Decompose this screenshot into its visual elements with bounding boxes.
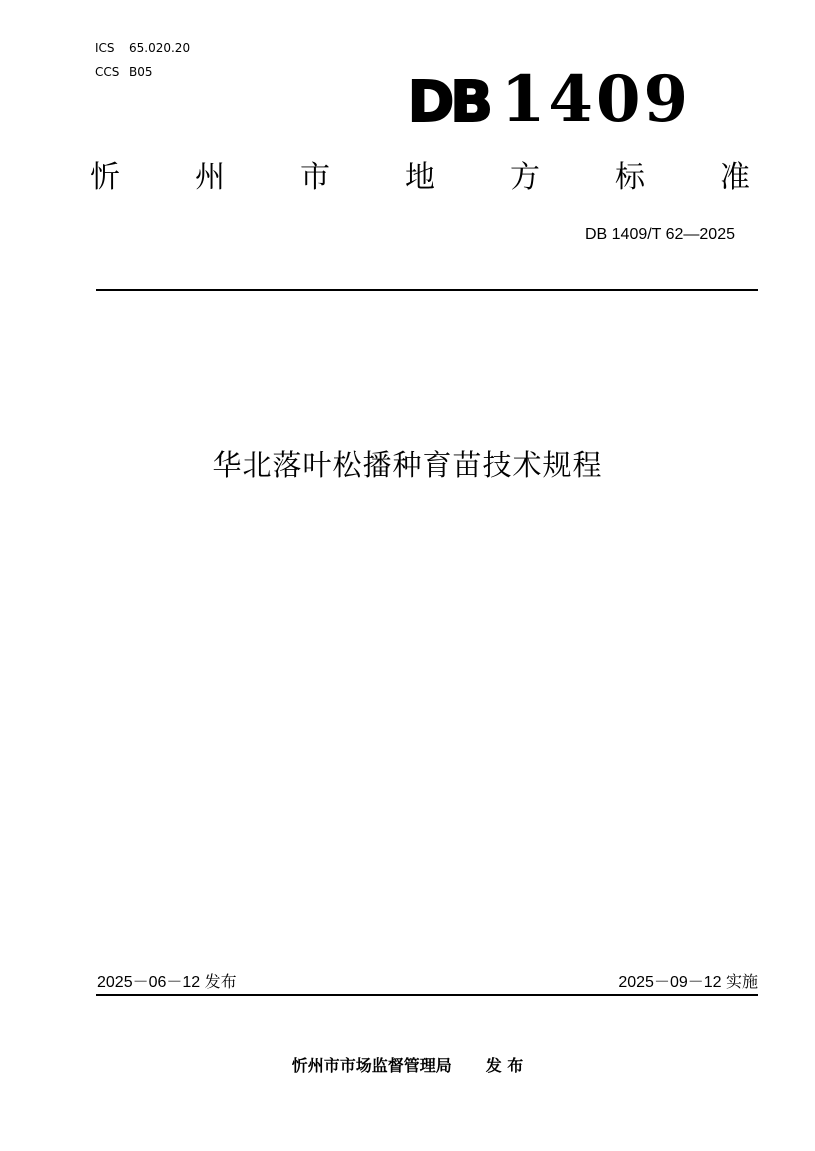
standard-type-char: 地 (405, 160, 435, 195)
standard-type-char: 州 (195, 160, 225, 195)
standard-mark-db: DB (407, 70, 489, 135)
ics-classification (95, 40, 190, 56)
standard-mark (407, 62, 691, 137)
standard-type (90, 158, 750, 198)
header-divider (96, 289, 758, 291)
issuer-line (0, 1055, 815, 1077)
footer-divider (96, 994, 758, 996)
issuer-name: 忻州市市场监督管理局 (291, 1056, 452, 1075)
implementation-date: 2025－09－12 实施 (618, 974, 758, 991)
standard-number: DB 1409/T 62—2025 (584, 226, 735, 243)
issuer-action: 发 布 (485, 1056, 524, 1075)
issue-date: 2025－06－12 发布 (97, 974, 237, 991)
ics-label: ICS (95, 41, 115, 55)
standard-mark-code: 1409 (500, 62, 691, 137)
standard-type-char: 忻 (90, 160, 120, 195)
ccs-classification (95, 64, 153, 80)
standard-type-char: 市 (300, 160, 330, 195)
ccs-label: CCS (95, 65, 120, 79)
standard-type-char: 准 (720, 160, 750, 195)
ics-value: 65.020.20 (129, 41, 191, 55)
ccs-value: B05 (129, 65, 153, 79)
document-title: 华北落叶松播种育苗技术规程 (212, 448, 603, 482)
standard-type-char: 标 (615, 160, 645, 195)
standard-type-char: 方 (510, 160, 540, 195)
